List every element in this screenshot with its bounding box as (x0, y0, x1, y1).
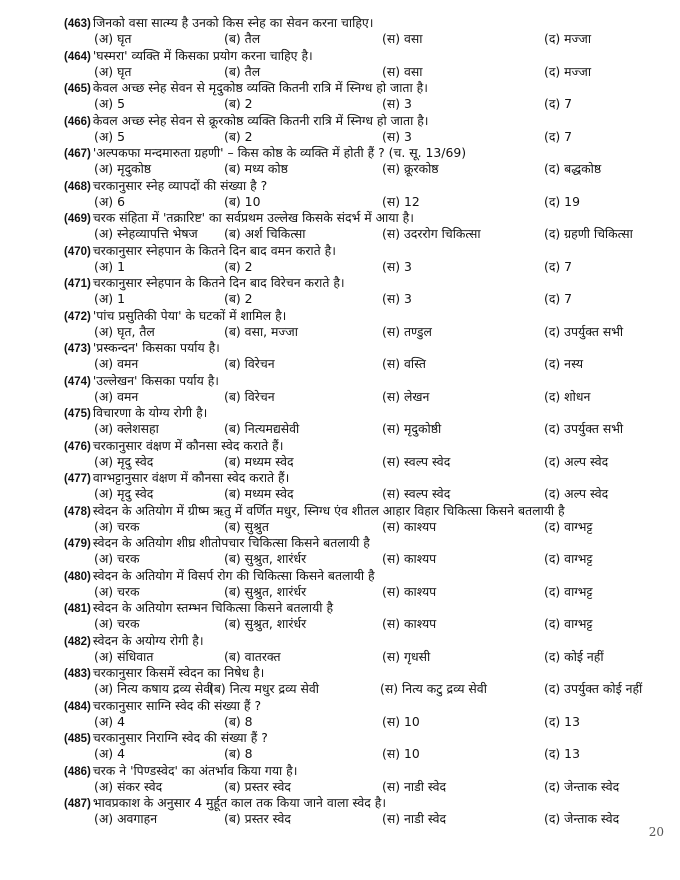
question-line (64, 763, 674, 779)
answer-option: (अ) वमन (94, 388, 139, 404)
answer-option: (स) क्रूरकोष्ठ (382, 161, 439, 176)
question-number: (479) (64, 538, 91, 550)
question-number: (475) (64, 408, 91, 420)
question-block (64, 438, 674, 471)
question-text: चरकानुसार स्नेहपान के कितने दिन बाद वमन कराते है। (92, 242, 336, 258)
option-row (64, 811, 674, 828)
question-number: (477) (64, 473, 91, 485)
option-row (64, 584, 674, 601)
question-number: (480) (64, 570, 91, 583)
answer-option: (ब) सुश्रुत, शारंर्धर (224, 583, 307, 599)
answer-option: (ब) विरेचन (224, 388, 275, 404)
question-block (64, 80, 674, 113)
answer-option: (ब) सुश्रुत, शारंर्धर (224, 616, 307, 631)
answer-option: (अ) 4 (94, 746, 125, 761)
question-line (64, 795, 674, 811)
answer-option: (द) वाग्भट्ट (544, 616, 593, 631)
answer-option: (अ) 4 (94, 713, 125, 729)
answer-option: (अ) घृत (94, 31, 132, 46)
question-block (64, 795, 674, 828)
question-block (64, 243, 674, 276)
answer-option: (अ) 5 (94, 128, 125, 144)
question-text: केवल अच्छ स्नेह सेवन से मृदुकोष्ठ व्यक्ति कितनी रात्रि में स्निग्ध हो जाता है। (92, 80, 428, 95)
question-block (64, 503, 674, 536)
option-row (64, 356, 674, 373)
question-line (64, 243, 674, 259)
answer-option: (ब) मध्यम स्वेद (224, 453, 294, 469)
answer-option: (स) 3 (382, 128, 412, 144)
question-number: (484) (64, 700, 91, 713)
question-block (64, 113, 674, 146)
answer-option: (ब) विरेचन (224, 356, 275, 371)
question-block (64, 15, 674, 48)
answer-option: (अ) घृत, तैल (94, 323, 155, 339)
option-row (64, 486, 674, 503)
answer-option: (अ) मृदु स्वेद (94, 453, 154, 469)
question-number: (486) (64, 765, 91, 778)
option-row (64, 129, 674, 146)
answer-option: (ब) वसा, मज्जा (224, 323, 298, 339)
answer-option: (स) वस्ति (382, 356, 426, 371)
answer-option: (द) मज्जा (544, 31, 592, 46)
answer-option: (स) 3 (382, 291, 412, 306)
question-text: चरक ने 'पिण्डस्वेद' का अंतर्भाव किया गया है। (92, 762, 298, 778)
question-line (64, 405, 674, 421)
question-block (64, 48, 674, 81)
question-block (64, 535, 674, 568)
answer-option: (ब) 10 (224, 193, 261, 209)
question-number: (470) (64, 245, 91, 258)
answer-option: (अ) नित्य कषाय द्रव्य सेवी (94, 681, 214, 696)
question-line (64, 308, 674, 324)
question-line (64, 275, 674, 291)
option-row (64, 31, 674, 48)
option-row (64, 324, 674, 341)
question-block (64, 275, 674, 308)
answer-option: (द) कोई नहीं (544, 648, 604, 664)
option-row (64, 389, 674, 406)
question-number: (478) (64, 505, 91, 518)
answer-option: (स) 12 (382, 193, 420, 209)
question-text: चरकानुसार वंक्षण में कौनसा स्वेद कराते हैं। (92, 437, 284, 453)
answer-option: (ब) वातरक्त (224, 648, 281, 664)
answer-option: (अ) चरक (94, 583, 140, 599)
question-line (64, 600, 674, 616)
question-line (64, 665, 674, 681)
question-block (64, 698, 674, 731)
answer-option: (ब) सुश्रुत (224, 518, 269, 534)
question-text: चरकानुसार स्नेहपान के कितने दिन बाद विरेचन कराते है। (92, 275, 345, 290)
option-row (64, 96, 674, 113)
option-row (64, 714, 674, 731)
question-number: (464) (64, 50, 91, 63)
question-text: स्वेदन के अतियोग में ग्रीष्म ऋतु में वर्णित मधुर, स्निग्ध एंव शीतल आहार विहार चिकित्सा किसने बतलायी है (92, 502, 565, 518)
answer-option: (ब) 2 (224, 291, 253, 306)
question-block (64, 405, 674, 438)
question-number: (481) (64, 603, 91, 615)
question-line (64, 15, 674, 31)
question-block (64, 210, 674, 243)
answer-option: (द) 13 (544, 746, 580, 761)
question-line (64, 340, 674, 356)
answer-option: (स) काश्यप (382, 616, 437, 631)
answer-option: (अ) 5 (94, 96, 125, 111)
question-line (64, 145, 674, 161)
answer-option: (द) मज्जा (544, 63, 592, 79)
answer-option: (स) तण्डुल (382, 323, 432, 339)
answer-option: (द) 7 (544, 291, 573, 306)
option-row (64, 681, 674, 698)
answer-option: (स) उदररोग चिकित्सा (382, 226, 481, 241)
question-number: (467) (64, 148, 91, 160)
answer-option: (ब) 2 (224, 128, 253, 144)
question-list (64, 15, 674, 828)
answer-option: (अ) 1 (94, 291, 125, 306)
option-row (64, 519, 674, 536)
answer-option: (ब) 2 (224, 96, 253, 111)
option-row (64, 161, 674, 178)
question-text: 'अल्पकफा मन्दमारुता ग्रहणी' – किस कोष्ठ के व्यक्ति में होती हैं ? (च. सू. 13/69) (92, 145, 467, 160)
option-row (64, 551, 674, 568)
question-number: (468) (64, 180, 91, 193)
answer-option: (स) नाडी स्वेद (382, 811, 447, 826)
option-row (64, 291, 674, 308)
question-line (64, 568, 674, 584)
answer-option: (द) उपर्युक्त कोई नहीं (544, 681, 643, 696)
answer-option: (अ) संकर स्वेद (94, 778, 163, 794)
question-number: (466) (64, 115, 91, 128)
question-text: चरकानुसार साग्नि स्वेद की संख्या हैं ? (92, 697, 262, 713)
question-text: भावप्रकाश के अनुसार 4 मुर्हूत काल तक किया जाने वाला स्वेद है। (92, 795, 387, 810)
question-number: (487) (64, 798, 91, 810)
answer-option: (अ) अवगाहन (94, 811, 158, 826)
question-block (64, 470, 674, 503)
question-line (64, 698, 674, 714)
answer-option: (ब) 8 (224, 713, 253, 729)
answer-option: (द) उपर्युक्त सभी (544, 421, 624, 436)
question-line (64, 633, 674, 649)
answer-option: (अ) संधिवात (94, 648, 154, 664)
answer-option: (स) स्वल्प स्वेद (382, 453, 451, 469)
question-number: (476) (64, 440, 91, 453)
answer-option: (स) 10 (382, 746, 420, 761)
question-line (64, 535, 674, 551)
answer-option: (द) 7 (544, 96, 573, 111)
question-number: (474) (64, 375, 91, 388)
answer-option: (द) जेन्ताक स्वेद (544, 778, 620, 794)
answer-option: (स) 3 (382, 258, 412, 274)
answer-option: (ब) प्रस्तर स्वेद (224, 778, 291, 794)
question-number: (485) (64, 733, 91, 745)
question-text: 'उल्लेखन' किसका पर्याय है। (92, 372, 220, 388)
answer-option: (द) 13 (544, 713, 580, 729)
question-text: जिनको वसा सात्म्य है उनको किस स्नेह का सेवन करना चाहिए। (92, 15, 374, 30)
question-block (64, 373, 674, 406)
question-number: (469) (64, 213, 91, 225)
question-text: स्वेदन के अयोग्य रोगी है। (92, 632, 204, 648)
question-block (64, 340, 674, 373)
answer-option: (स) वसा (382, 31, 423, 46)
question-text: स्वेदन के अतियोग स्तम्भन चिकित्सा किसने बतलायी है (92, 600, 334, 615)
option-row (64, 259, 674, 276)
question-block (64, 730, 674, 763)
question-block (64, 665, 674, 698)
question-text: 'घस्मरा' व्यक्ति में किसका प्रयोग करना चाहिए है। (92, 47, 313, 63)
option-row (64, 616, 674, 633)
question-line (64, 48, 674, 64)
option-row (64, 64, 674, 81)
answer-option: (अ) क्लेशसहा (94, 421, 159, 436)
answer-option: (ब) प्रस्तर स्वेद (224, 811, 291, 826)
question-line (64, 503, 674, 519)
answer-option: (अ) स्नेहव्यापत्ति भेषज (94, 226, 198, 241)
answer-option: (स) 3 (382, 96, 412, 111)
answer-option: (ब) तैल (224, 31, 261, 46)
answer-option: (ब) सुश्रुत, शारंर्धर (224, 551, 307, 566)
question-block (64, 568, 674, 601)
answer-option: (द) ग्रहणी चिकित्सा (544, 226, 633, 241)
question-block (64, 308, 674, 341)
question-number: (472) (64, 310, 91, 323)
answer-option: (द) 7 (544, 128, 573, 144)
answer-option: (अ) 1 (94, 258, 125, 274)
question-block (64, 763, 674, 796)
question-line (64, 730, 674, 746)
question-line (64, 470, 674, 486)
answer-option: (द) अल्प स्वेद (544, 453, 609, 469)
question-text: स्वेदन के अतियोग शीघ्र शीतोपचार चिकित्सा किसने बतलायी है (92, 535, 370, 550)
question-number: (471) (64, 278, 91, 290)
answer-option: (अ) मृदु स्वेद (94, 486, 154, 501)
question-number: (473) (64, 343, 91, 355)
question-number: (463) (64, 18, 91, 30)
question-line (64, 178, 674, 194)
question-line (64, 113, 674, 129)
question-text: 'पांच प्रसुतिकी पेया' के घटकों में शामिल है। (92, 307, 287, 323)
answer-option: (ब) नित्यमद्यसेवी (224, 421, 300, 436)
answer-option: (अ) 6 (94, 193, 125, 209)
answer-option: (स) काश्यप (382, 583, 437, 599)
question-text: चरकानुसार किसमें स्वेदन का निषेध है। (92, 665, 265, 680)
answer-option: (ब) 8 (224, 746, 253, 761)
answer-option: (अ) घृत (94, 63, 132, 79)
page-number: 20 (648, 825, 664, 839)
option-row (64, 421, 674, 438)
question-number: (465) (64, 83, 91, 95)
answer-option: (द) उपर्युक्त सभी (544, 323, 624, 339)
answer-option: (ब) 2 (224, 258, 253, 274)
answer-option: (द) वाग्भट्ट (544, 583, 593, 599)
question-line (64, 210, 674, 226)
answer-option: (द) वाग्भट्ट (544, 518, 593, 534)
answer-option: (अ) वमन (94, 356, 139, 371)
answer-option: (ब) नित्य मधुर द्रव्य सेवी (209, 681, 319, 696)
option-row (64, 194, 674, 211)
option-row (64, 779, 674, 796)
question-block (64, 600, 674, 633)
answer-option: (द) शोधन (544, 388, 591, 404)
answer-option: (द) बद्धकोष्ठ (544, 161, 602, 176)
question-block (64, 145, 674, 178)
question-block (64, 633, 674, 666)
answer-option: (स) मृदुकोष्ठी (382, 421, 442, 436)
question-number: (483) (64, 668, 91, 680)
question-line (64, 80, 674, 96)
answer-option: (द) नस्य (544, 356, 584, 371)
question-block (64, 178, 674, 211)
answer-option: (द) 7 (544, 258, 573, 274)
option-row (64, 649, 674, 666)
answer-option: (स) काश्यप (382, 518, 437, 534)
question-text: 'प्रस्कन्दन' किसका पर्याय है। (92, 340, 220, 355)
answer-option: (ब) मध्य कोष्ठ (224, 161, 288, 176)
question-line (64, 438, 674, 454)
question-text: वाग्भट्टानुसार वंक्षण में कौनसा स्वेद कराते हैं। (92, 470, 290, 485)
answer-option: (अ) मृदुकोष्ठ (94, 161, 152, 176)
option-row (64, 226, 674, 243)
option-row (64, 746, 674, 763)
question-text: चरकानुसार स्नेह व्यापदों की संख्या है ? (92, 177, 268, 193)
answer-option: (स) स्वल्प स्वेद (382, 486, 451, 501)
answer-option: (अ) चरक (94, 616, 140, 631)
answer-option: (स) 10 (382, 713, 420, 729)
answer-option: (द) 19 (544, 193, 580, 209)
question-text: स्वेदन के अतियोग में विसर्प रोग की चिकित्सा किसने बतलायी है (92, 567, 375, 583)
answer-option: (अ) चरक (94, 518, 140, 534)
answer-option: (अ) चरक (94, 551, 140, 566)
answer-option: (स) वसा (382, 63, 423, 79)
question-line (64, 373, 674, 389)
option-row (64, 454, 674, 471)
answer-option: (द) वाग्भट्ट (544, 551, 593, 566)
answer-option: (ब) अर्श चिकित्सा (224, 226, 306, 241)
question-text: केवल अच्छ स्नेह सेवन से क्रूरकोष्ठ व्यक्ति कितनी रात्रि में स्निग्ध हो जाता है। (92, 112, 429, 128)
question-text: विचारणा के योग्य रोगी है। (92, 405, 208, 420)
answer-option: (ब) तैल (224, 63, 261, 79)
answer-option: (स) नित्य कटु द्रव्य सेवी (380, 681, 487, 696)
answer-option: (स) नाडी स्वेद (382, 778, 447, 794)
question-text: चरक संहिता में 'तक्रारिष्ट' का सर्वप्रथम उल्लेख किसके संदर्भ में आया है। (92, 210, 414, 225)
answer-option: (द) जेन्ताक स्वेद (544, 811, 620, 826)
question-text: चरकानुसार निराग्नि स्वेद की संख्या हैं ? (92, 730, 268, 745)
answer-option: (द) अल्प स्वेद (544, 486, 609, 501)
question-number: (482) (64, 635, 91, 648)
answer-option: (स) लेखन (382, 388, 430, 404)
answer-option: (ब) मध्यम स्वेद (224, 486, 294, 501)
answer-option: (स) गृधसी (382, 648, 431, 664)
answer-option: (स) काश्यप (382, 551, 437, 566)
